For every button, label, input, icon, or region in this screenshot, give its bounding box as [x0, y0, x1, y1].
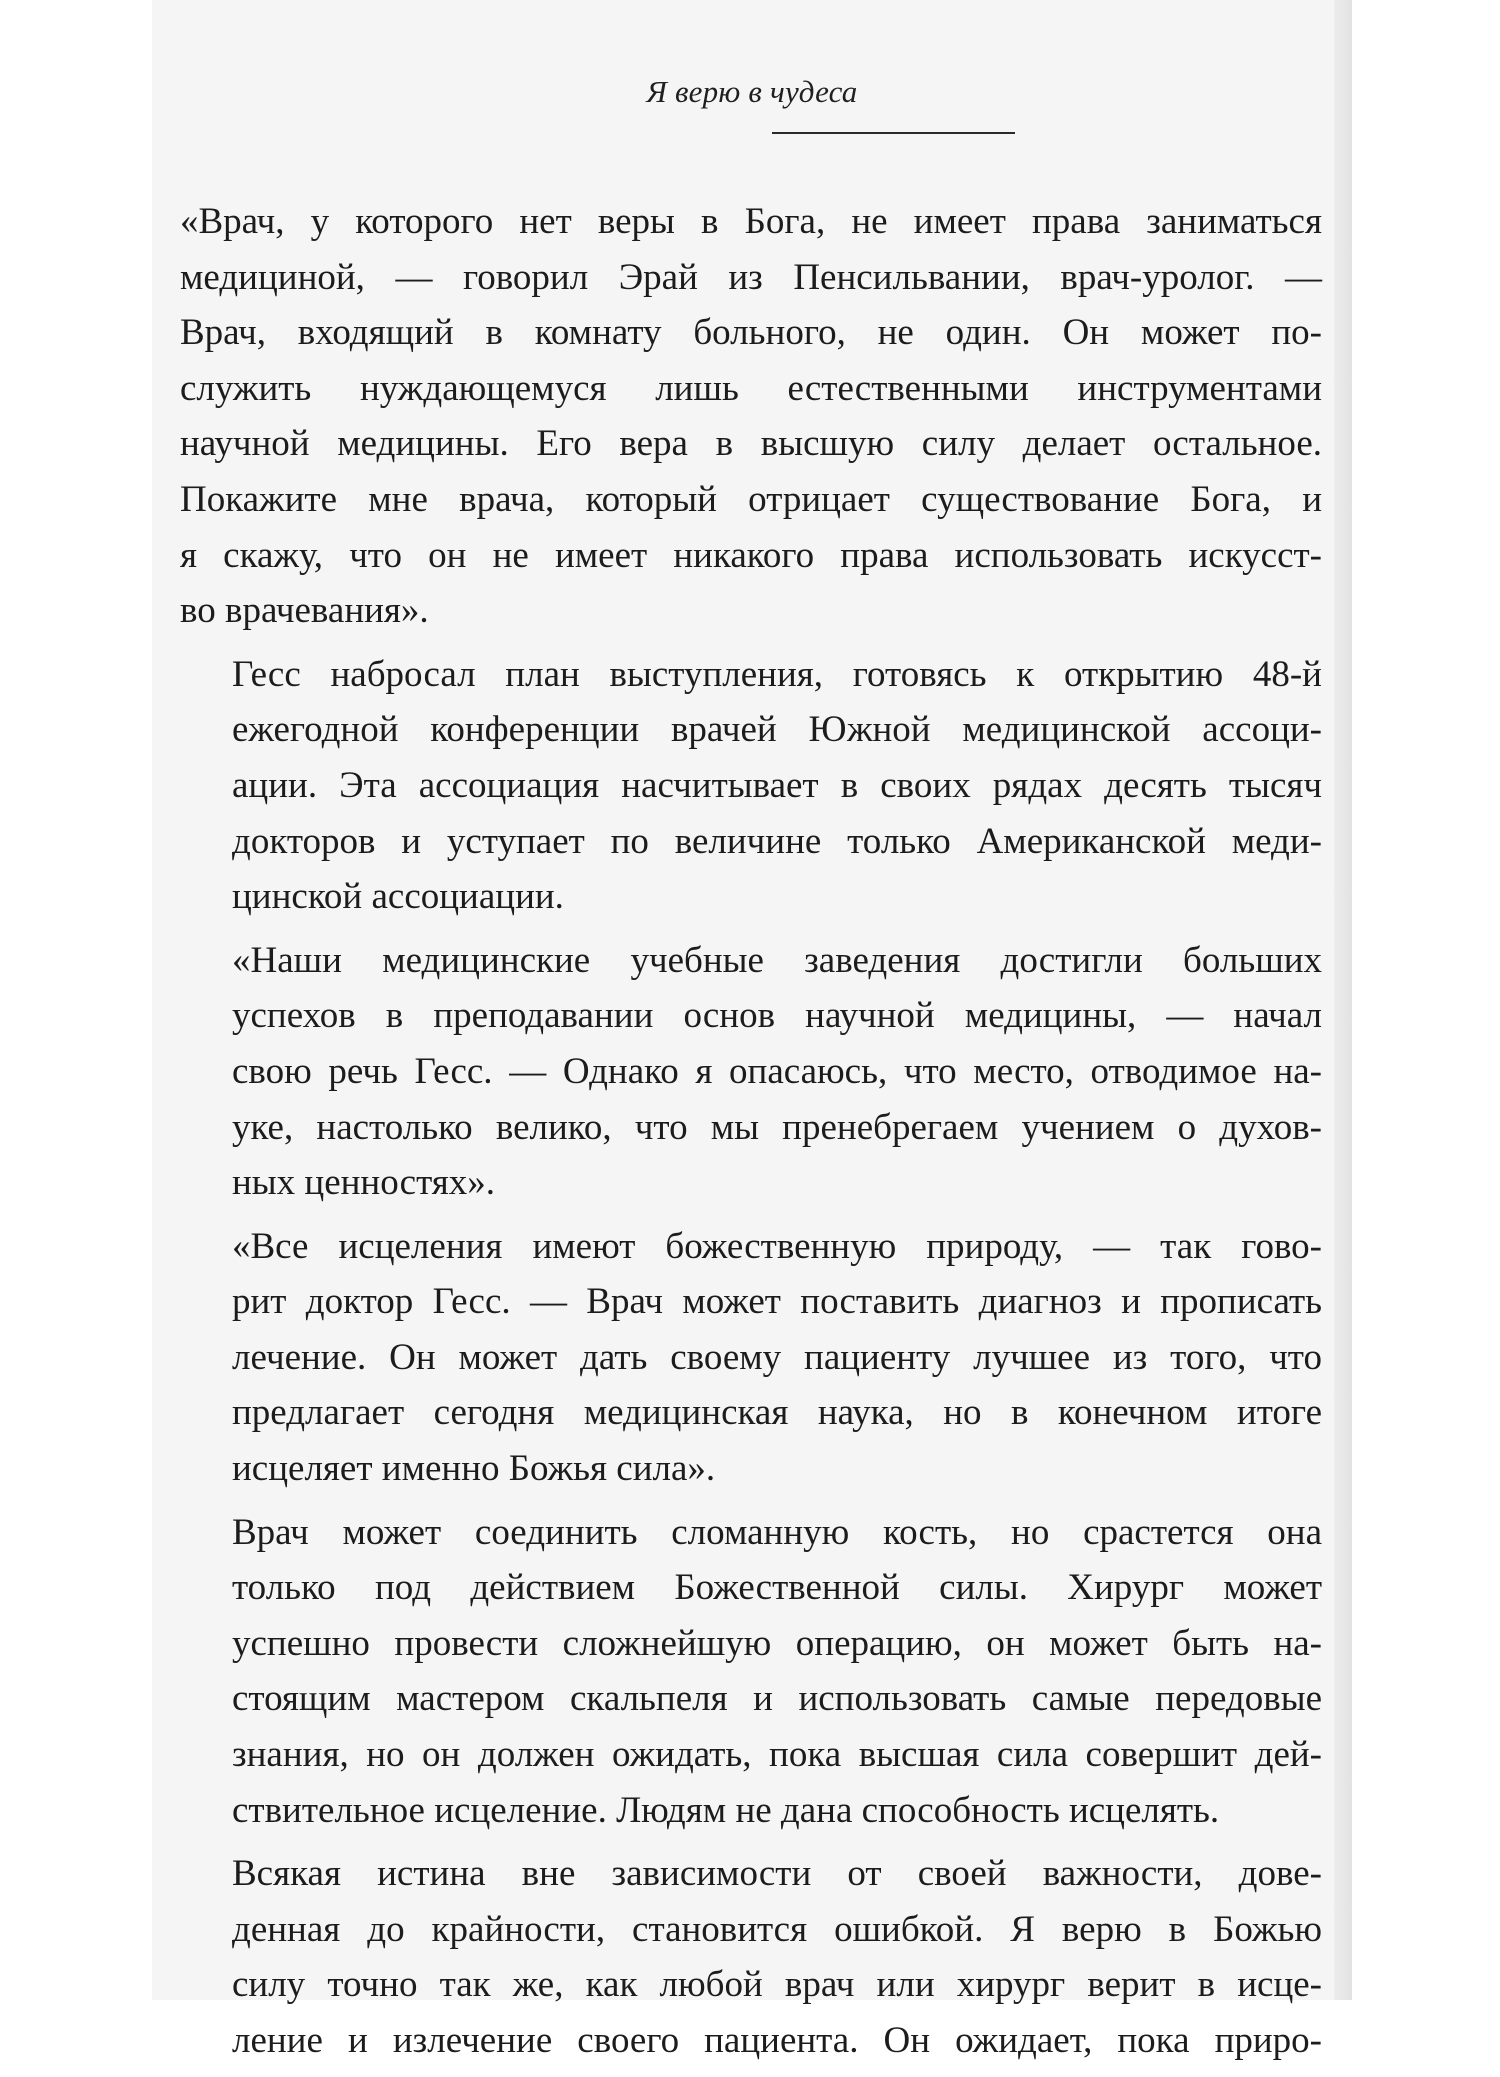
text-line: докторов и уступает по величине только Американской меди- — [232, 820, 1322, 862]
text-line: Покажите мне врача, который отрицает существование Бога, и — [180, 478, 1322, 520]
text-line: знания, но он должен ожидать, пока высшая сила совершит дей- — [232, 1734, 1322, 1776]
text-line: денная до крайности, становится ошибкой. Я верю в Божью — [232, 1908, 1322, 1950]
page-edge-shadow — [1334, 0, 1352, 2000]
running-head-rule — [772, 132, 1015, 134]
text-line: предлагает сегодня медицинская наука, но в конечном итоге — [232, 1392, 1322, 1434]
text-line: успешно провести сложнейшую операцию, он может быть на- — [232, 1622, 1322, 1664]
text-line: ление и излечение своего пациента. Он ожидает, пока приро- — [232, 2020, 1322, 2061]
text-line: «Все исцеления имеют божественную природу, — так гово- — [232, 1225, 1322, 1267]
text-line: ежегодной конференции врачей Южной медицинской ассоци- — [232, 709, 1322, 751]
text-line: исцеляет именно Божья сила». — [232, 1448, 716, 1490]
paragraph — [180, 194, 1322, 639]
text-line: «Наши медицинские учебные заведения достигли больших — [232, 939, 1322, 981]
text-line: служить нуждающемуся лишь естественными инструментами — [180, 367, 1322, 409]
text-line: Врач, входящий в комнату больного, не один. Он может по- — [180, 312, 1322, 354]
running-head: Я верю в чудеса — [646, 74, 858, 109]
text-line: рит доктор Гесс. — Врач может поставить диагноз и прописать — [232, 1281, 1322, 1323]
paragraph — [180, 933, 1322, 1211]
text-line: цинской ассоциации. — [232, 876, 564, 918]
body-text — [180, 194, 1322, 2077]
text-line: «Врач, у которого нет веры в Бога, не имеет права заниматься — [180, 201, 1322, 242]
text-line: Всякая истина вне зависимости от своей важности, дове- — [232, 1853, 1322, 1895]
paragraph — [180, 1846, 1322, 2068]
text-line: лечение. Он может дать своему пациенту лучшее из того, что — [232, 1336, 1322, 1378]
text-line: ации. Эта ассоциация насчитывает в своих рядах десять тысяч — [232, 764, 1322, 806]
text-line: уке, настолько велико, что мы пренебрегаем учением о духов- — [232, 1106, 1322, 1148]
text-line: медициной, — говорил Эрай из Пенсильвании, врач-уролог. — — [180, 256, 1322, 298]
text-line: успехов в преподавании основ научной медицины, — начал — [232, 995, 1322, 1037]
text-line: я скажу, что он не имеет никакого права использовать искусст- — [180, 534, 1322, 576]
text-line: Гесс набросал план выступления, готовясь к открытию 48-й — [232, 653, 1322, 695]
text-line: ствительное исцеление. Людям не дана способность исцелять. — [232, 1789, 1220, 1831]
paragraph — [180, 1505, 1322, 1839]
text-line: силу точно так же, как любой врач или хирург верит в исце- — [232, 1964, 1322, 2006]
text-line: только под действием Божественной силы. Хирург может — [232, 1567, 1322, 1609]
text-line: во врачевания». — [180, 590, 429, 632]
text-line: научной медицины. Его вера в высшую силу делает остальное. — [180, 423, 1322, 465]
text-line: свою речь Гесс. — Однако я опасаюсь, что место, отводимое на- — [232, 1050, 1322, 1092]
paragraph — [180, 647, 1322, 925]
text-line: Врач может соединить сломанную кость, но срастется она — [232, 1511, 1322, 1553]
text-line: ных ценностях». — [232, 1162, 496, 1204]
text-line: стоящим мастером скальпеля и использовать самые передовые — [232, 1678, 1322, 1720]
paragraph — [180, 1219, 1322, 1497]
